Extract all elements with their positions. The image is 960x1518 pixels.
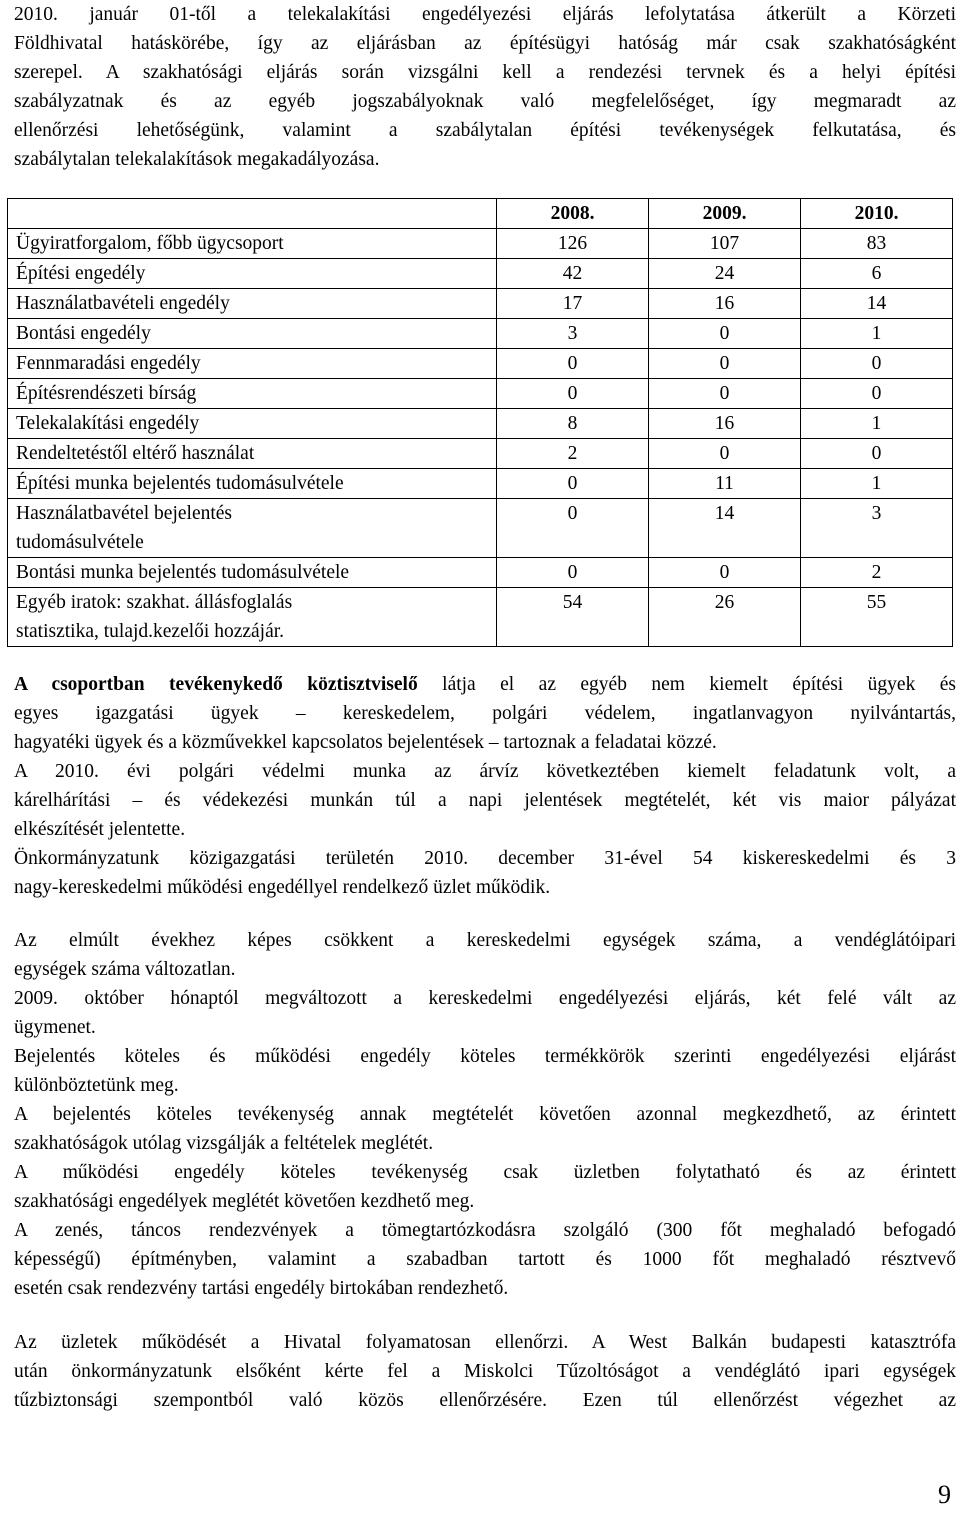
- cell-2010: 55: [801, 588, 953, 647]
- text-line: A működési engedély köteles tevékenység csak üzletben folytatható és az érintett: [14, 1162, 956, 1183]
- table-row: [8, 289, 953, 319]
- cell-2010: 2: [801, 558, 953, 588]
- text-line: esetén csak rendezvény tartási engedély birtokában rendezhető.: [14, 1278, 509, 1299]
- text-line: ellenőrzési lehetőségünk, valamint a szabálytalan építési tevékenységek felkutatása, és: [14, 120, 956, 141]
- cell-2010: 0: [801, 439, 953, 469]
- cell-2009: 0: [649, 319, 801, 349]
- cell-2009: 16: [649, 409, 801, 439]
- text-line: egységek száma változatlan.: [14, 959, 236, 980]
- text-line: Bejelentés köteles és működési engedély köteles termékkörök szerinti engedélyezési eljárást: [14, 1046, 956, 1067]
- table-row: [8, 349, 953, 379]
- bold-lead: A csoportban tevékenykedő köztisztviselő: [14, 674, 418, 695]
- cell-2008: 2: [497, 439, 649, 469]
- year-header: 2008.: [497, 199, 649, 229]
- cell-2008: 0: [497, 558, 649, 588]
- table-header-row: [8, 199, 953, 229]
- cell-2010: 0: [801, 349, 953, 379]
- cell-2010: 1: [801, 409, 953, 439]
- cell-2008: 0: [497, 469, 649, 499]
- table-row: [8, 558, 953, 588]
- table-row: [8, 499, 953, 558]
- row-label: [8, 588, 497, 647]
- row-label: Rendeltetéstől eltérő használat: [8, 439, 497, 469]
- table-row: [8, 409, 953, 439]
- text-line: szerepel. A szakhatósági eljárás során vizsgálni kell a rendezési tervnek és a helyi építési: [14, 62, 956, 83]
- cell-2009: 0: [649, 379, 801, 409]
- text-line: nagy-kereskedelmi működési engedéllyel rendelkező üzlet működik.: [14, 877, 551, 898]
- text-line: A 2010. évi polgári védelmi munka az árvíz következtében kiemelt feladatunk volt, a: [14, 761, 956, 782]
- text-line: A bejelentés köteles tevékenység annak megtételét követően azonnal megkezdhető, az érintett: [14, 1104, 956, 1125]
- row-label: Építésrendészeti bírság: [8, 379, 497, 409]
- commerce-paragraph: [14, 926, 956, 1303]
- cell-2009: 24: [649, 259, 801, 289]
- cell-2008: 42: [497, 259, 649, 289]
- case-statistics-table: [7, 198, 953, 647]
- text-line: után önkormányzatunk elsőként kérte fel a Miskolci Tűzoltóságot a vendéglátó ipari egységek: [14, 1361, 956, 1382]
- intro-paragraph: [14, 0, 956, 174]
- row-label: Bontási munka bejelentés tudomásulvétele: [8, 558, 497, 588]
- page-number: 9: [938, 1480, 951, 1509]
- cell-2009: 11: [649, 469, 801, 499]
- text-line: tűzbiztonsági szempontból való közös ellenőrzésére. Ezen túl ellenőrzést végezhet az: [14, 1390, 956, 1411]
- text-line: A zenés, táncos rendezvények a tömegtartózkodásra szolgáló (300 főt meghaladó befogadó: [14, 1220, 956, 1241]
- cell-2009: 0: [649, 349, 801, 379]
- cell-2008: 3: [497, 319, 649, 349]
- table-row: [8, 259, 953, 289]
- text-line: Önkormányzatunk közigazgatási területén 2010. december 31-ével 54 kiskereskedelmi és 3: [14, 848, 956, 869]
- row-label: Építési munka bejelentés tudomásulvétele: [8, 469, 497, 499]
- table-row: [8, 439, 953, 469]
- cell-2010: 83: [801, 229, 953, 259]
- text-line: 2010. január 01-től a telekalakítási engedélyezési eljárás lefolytatása átkerült a Körzeti: [14, 4, 956, 25]
- row-label-line: tudomásulvétele: [16, 532, 144, 553]
- text-line: szakhatóságok utólag vizsgálják a feltételek meglétét.: [14, 1133, 434, 1154]
- text-line: kárelhárítási – és védekezési munkán túl a napi jelentések megtételét, két vis maior pályázat: [14, 790, 956, 811]
- cell-2008: 0: [497, 379, 649, 409]
- cell-2010: 1: [801, 469, 953, 499]
- row-label: Fennmaradási engedély: [8, 349, 497, 379]
- text-line: [14, 670, 956, 699]
- text-line: Az üzletek működését a Hivatal folyamatosan ellenőrzi. A West Balkán budapesti katasztrófa: [14, 1332, 956, 1353]
- text-line: egyes igazgatási ügyek – kereskedelem, polgári védelem, ingatlanvagyon nyilvántartás,: [14, 703, 956, 724]
- row-label: Bontási engedély: [8, 319, 497, 349]
- row-label-line: Használatbavétel bejelentés: [16, 503, 233, 524]
- cell-2008: 0: [497, 499, 649, 558]
- cell-2009: 0: [649, 439, 801, 469]
- cell-2008: 8: [497, 409, 649, 439]
- row-label-line: statisztika, tulajd.kezelői hozzájár.: [16, 621, 285, 642]
- cell-2008: 126: [497, 229, 649, 259]
- row-label: Telekalakítási engedély: [8, 409, 497, 439]
- text-line: hagyatéki ügyek és a közművekkel kapcsolatos bejelentések – tartoznak a feladatai közzé.: [14, 732, 717, 753]
- cell-2008: 0: [497, 349, 649, 379]
- text-line: szakhatósági engedélyek meglétét követően kezdhető meg.: [14, 1191, 475, 1212]
- cell-2010: 3: [801, 499, 953, 558]
- cell-2009: 14: [649, 499, 801, 558]
- row-label: Építési engedély: [8, 259, 497, 289]
- cell-2009: 26: [649, 588, 801, 647]
- text-line: ügymenet.: [14, 1017, 96, 1038]
- table-row: [8, 588, 953, 647]
- text-line: 2009. október hónaptól megváltozott a kereskedelmi engedélyezési eljárás, két felé vált az: [14, 988, 956, 1009]
- text-line: különböztetünk meg.: [14, 1075, 179, 1096]
- cell-2010: 1: [801, 319, 953, 349]
- cell-2009: 16: [649, 289, 801, 319]
- lead-rest: látja el az egyéb nem kiemelt építési ügyek és: [417, 674, 956, 695]
- text-line: képességű) építményben, valamint a szabadban tartott és 1000 főt meghaladó résztvevő: [14, 1249, 956, 1270]
- text-line: Földhivatal hatáskörébe, így az eljárásban az építésügyi hatóság már csak szakhatóságként: [14, 33, 956, 54]
- text-line: szabályzatnak és az egyéb jogszabályoknak való megfelelőséget, így megmaradt az: [14, 91, 956, 112]
- year-header: 2009.: [649, 199, 801, 229]
- cell-2009: 0: [649, 558, 801, 588]
- row-label: [8, 499, 497, 558]
- inspection-paragraph: [14, 1328, 956, 1415]
- row-label-line: Egyéb iratok: szakhat. állásfoglalás: [16, 592, 293, 613]
- cell-2009: 107: [649, 229, 801, 259]
- table-row: [8, 319, 953, 349]
- header-empty-cell: [8, 199, 497, 229]
- row-label: Ügyiratforgalom, főbb ügycsoport: [8, 229, 497, 259]
- cell-2008: 54: [497, 588, 649, 647]
- cell-2010: 0: [801, 379, 953, 409]
- cell-2010: 6: [801, 259, 953, 289]
- row-label: Használatbavételi engedély: [8, 289, 497, 319]
- text-line: elkészítését jelentette.: [14, 819, 186, 840]
- text-line: szabálytalan telekalakítások megakadályozása.: [14, 149, 380, 170]
- cell-2010: 14: [801, 289, 953, 319]
- table-row: [8, 469, 953, 499]
- year-header: 2010.: [801, 199, 953, 229]
- cell-2008: 17: [497, 289, 649, 319]
- table-row: [8, 229, 953, 259]
- officer-tasks-paragraph: [14, 670, 956, 902]
- table-row: [8, 379, 953, 409]
- text-line: Az elmúlt évekhez képes csökkent a kereskedelmi egységek száma, a vendéglátóipari: [14, 930, 956, 951]
